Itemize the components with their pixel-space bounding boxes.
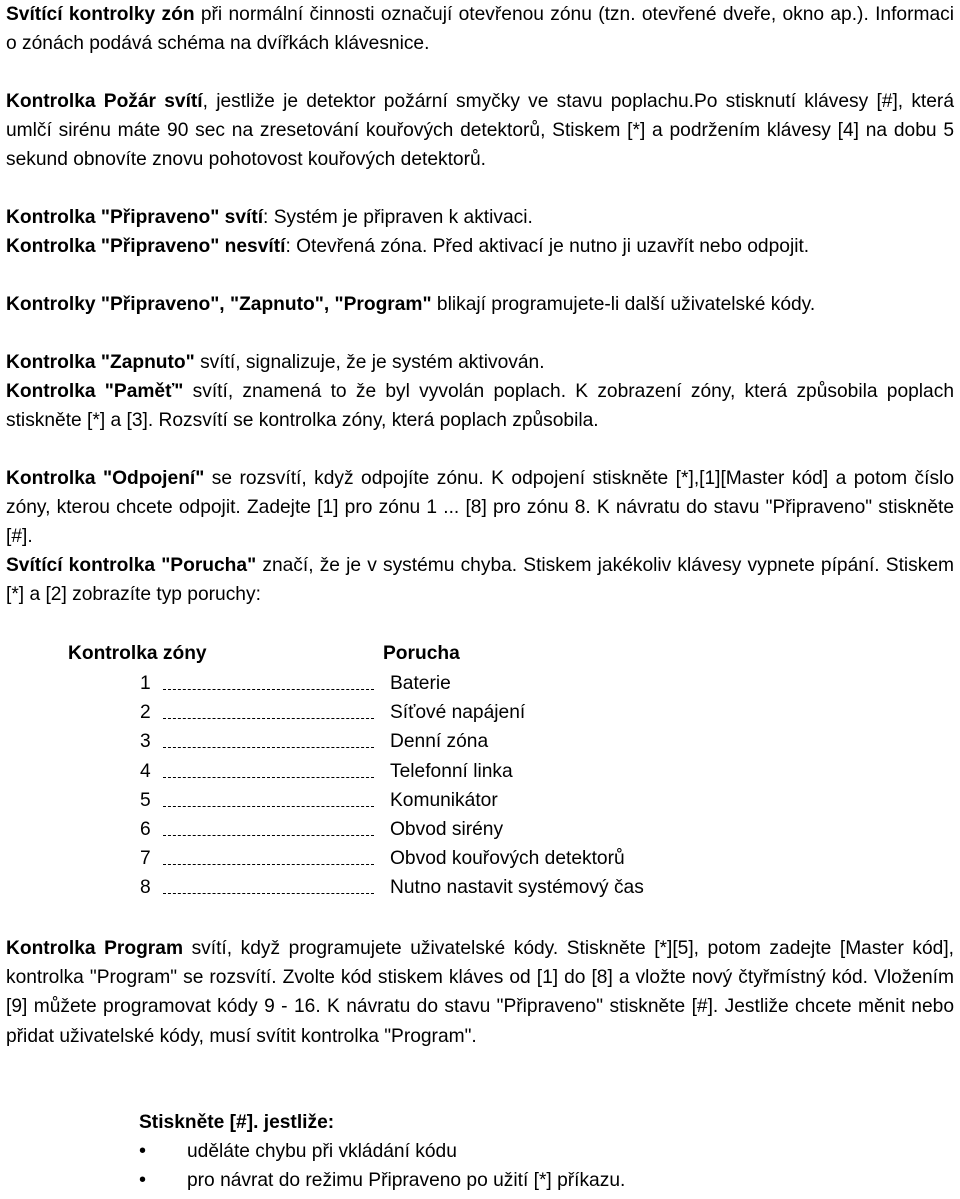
list-item: • uděláte chybu při vkládání kódu bbox=[139, 1137, 939, 1166]
zone-number: 1 bbox=[140, 673, 151, 694]
trouble-table-header bbox=[68, 640, 768, 670]
paragraph-program-light: Kontrolka Program svítí, když programujete uživatelské kódy. Stiskněte [*][5], potom zadejte [Master kód], kontrolka "Program" se rozsvítí. Zvolte kód stiskem kláves od [1] do [8] a vložte nový čtyřmístný kód. Vložením [9] můžete programovat kódy 9 - 16. K návratu do stavu "Připraveno" stiskněte [#]. Jestliže chcete měnit nebo přidat uživatelské kódy, musí svítit kontrolka "Program". bbox=[6, 938, 954, 1047]
table-row bbox=[68, 758, 768, 787]
trouble-label: Denní zóna bbox=[390, 731, 489, 753]
press-hash-section bbox=[139, 1108, 939, 1196]
zone-number: 4 bbox=[140, 760, 151, 782]
table-row bbox=[68, 845, 768, 874]
dotted-leader bbox=[163, 747, 374, 748]
zone-number: 2 bbox=[140, 702, 151, 724]
paragraph-armed-light: Kontrolka "Zapnuto" svítí, signalizuje, že je systém aktivován. bbox=[6, 352, 545, 373]
trouble-label: Komunikátor bbox=[390, 789, 498, 811]
table-row bbox=[68, 728, 768, 757]
press-hash-heading: Stiskněte [#]. jestliže: bbox=[139, 1112, 335, 1133]
trouble-label: Baterie bbox=[390, 673, 451, 694]
dotted-leader bbox=[163, 718, 374, 719]
zone-number: 8 bbox=[140, 877, 151, 899]
dotted-leader bbox=[163, 893, 374, 894]
dotted-leader bbox=[163, 835, 374, 836]
zone-number: 3 bbox=[140, 731, 151, 753]
trouble-table bbox=[68, 640, 768, 904]
dotted-leader bbox=[163, 806, 374, 807]
trouble-label: Telefonní linka bbox=[390, 760, 513, 782]
table-row bbox=[68, 699, 768, 728]
dotted-leader bbox=[163, 689, 374, 690]
table-row bbox=[68, 670, 768, 699]
zone-number: 7 bbox=[140, 848, 151, 870]
zone-number: 5 bbox=[140, 789, 151, 811]
press-hash-list bbox=[139, 1137, 939, 1195]
paragraph-trouble-light: Svítící kontrolka "Porucha" značí, že je v systému chyba. Stiskem jakékoliv klávesy vypnete pípání. Stiskem [*] a [2] zobrazíte typ poruchy: bbox=[6, 555, 955, 606]
column-header-trouble: Porucha bbox=[383, 643, 460, 664]
list-item: • pro návrat do režimu Připraveno po užití [*] příkazu. bbox=[139, 1166, 939, 1195]
trouble-label: Síťové napájení bbox=[390, 702, 526, 724]
trouble-table-rows bbox=[68, 670, 768, 904]
zone-number: 6 bbox=[140, 818, 151, 840]
column-header-zone-light: Kontrolka zóny bbox=[68, 643, 207, 664]
paragraph-bypass-light: Kontrolka "Odpojení" se rozsvítí, když odpojíte zónu. K odpojení stiskněte [*],[1][Master kód] a potom číslo zóny, kterou chcete odpojit. Zadejte [1] pro zónu 1 ... [8] pro zónu 8. K návratu do stavu "Připraveno" stiskněte [#]. bbox=[6, 468, 954, 548]
paragraph-memory-light: Kontrolka "Paměť" svítí, znamená to že byl vyvolán poplach. K zobrazení zóny, která způsobila poplach stiskněte [*] a [3]. Rozsvítí se kontrolka zóny, která poplach způsobila. bbox=[6, 381, 954, 432]
paragraph-fire-light: Kontrolka Požár svítí, jestliže je detektor požární smyčky ve stavu poplachu.Po stisknutí klávesy [#], která umlčí sirénu máte 90 sec na zresetování kouřových detektorů, Stiskem [*] a podržením klávesy [4] na dobu 5 sekund obnovíte znovu pohotovost kouřových detektorů. bbox=[6, 91, 954, 171]
table-row bbox=[68, 874, 768, 903]
trouble-label: Nutno nastavit systémový čas bbox=[390, 877, 644, 899]
dotted-leader bbox=[163, 864, 374, 865]
trouble-label: Obvod kouřových detektorů bbox=[390, 848, 625, 870]
paragraph-ready-on: Kontrolka "Připraveno" svítí: Systém je připraven k aktivaci. bbox=[6, 207, 533, 228]
paragraph-zone-lights: Svítící kontrolky zón při normální činnosti označují otevřenou zónu (tzn. otevřené dveře, okno ap.). Informaci o zónách podává schéma na dvířkách klávesnice. bbox=[6, 4, 954, 55]
paragraph-blinking-lights: Kontrolky "Připraveno", "Zapnuto", "Program" blikají programujete-li další uživatelské kódy. bbox=[6, 294, 816, 315]
dotted-leader bbox=[163, 777, 374, 778]
table-row bbox=[68, 816, 768, 845]
paragraph-ready-off: Kontrolka "Připraveno" nesvítí: Otevřená zóna. Před aktivací je nutno ji uzavřít nebo odpojit. bbox=[6, 236, 810, 257]
table-row bbox=[68, 787, 768, 816]
trouble-label: Obvod sirény bbox=[390, 818, 504, 840]
